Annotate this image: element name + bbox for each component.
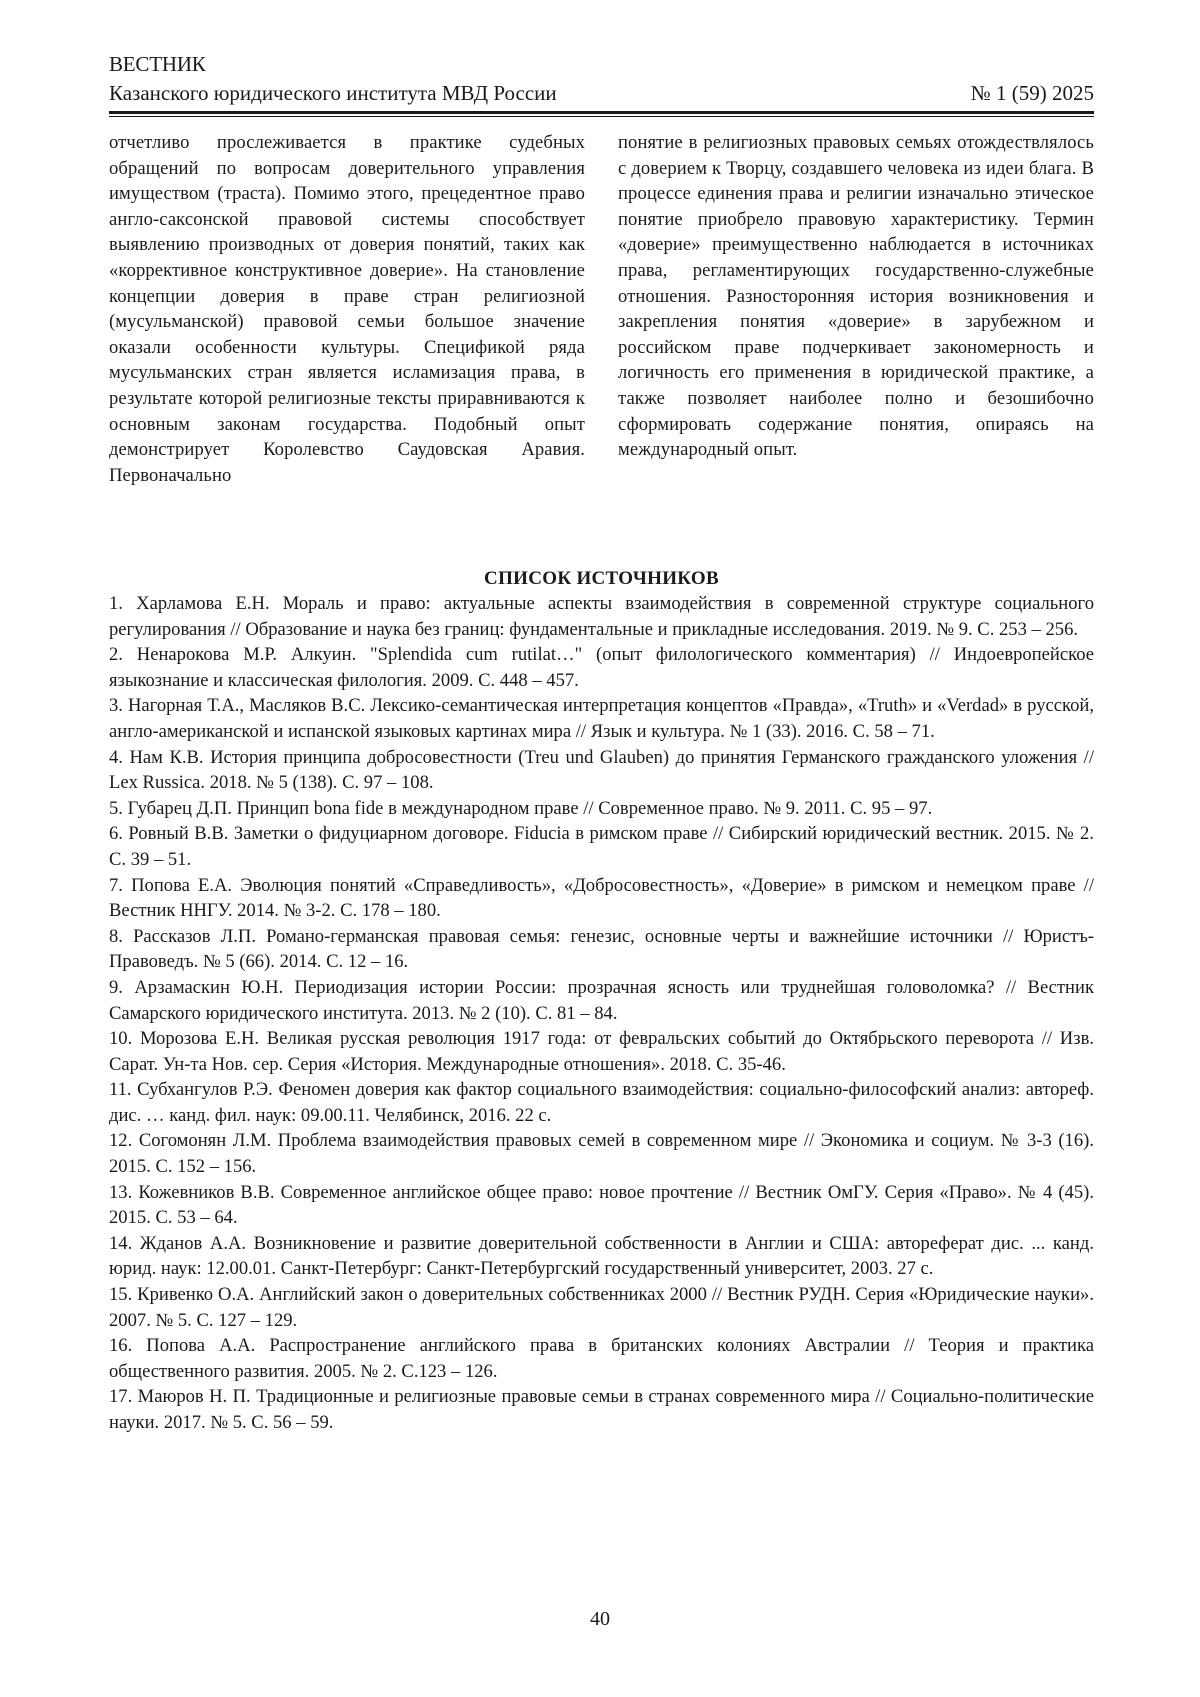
journal-subtitle: Казанского юридического института МВД России: [109, 81, 557, 105]
page-number: 40: [590, 1608, 610, 1630]
reference-item: 4. Нам К.В. История принципа добросовестности (Treu und Glauben) до принятия Германского гражданского уложения // Lex Russica. 2018. № 5 (138). С. 97 – 108.: [109, 746, 1094, 794]
reference-item: 8. Рассказов Л.П. Романо-германская правовая семья: генезис, основные черты и важнейшие источники // Юристъ-Правоведъ. № 5 (66). 2014. С. 12 – 16.: [109, 925, 1094, 973]
issue-number: № 1 (59) 2025: [970, 81, 1094, 105]
reference-item: 12. Согомонян Л.М. Проблема взаимодействия правовых семей в современном мире // Экономика и социум. № 3-3 (16). 2015. С. 152 – 156.: [109, 1130, 1094, 1178]
reference-item: 13. Кожевников В.В. Современное английское общее право: новое прочтение // Вестник ОмГУ. Серия «Право». № 4 (45). 2015. С. 53 – 64.: [109, 1181, 1094, 1229]
reference-item: 3. Нагорная Т.А., Масляков В.С. Лексико-семантическая интерпретация концептов «Правда», «Truth» и «Verdad» в русской, англо-американской и испанской языковых картинах мира // Язык и культура. № 1 (33). 2016. С. 58 – 71.: [109, 695, 1094, 742]
references-list: [109, 591, 1094, 1436]
running-header: [109, 50, 1094, 117]
reference-item: 6. Ровный В.В. Заметки о фидуциарном договоре. Fiducia в римском праве // Сибирский юридический вестник. 2015. № 2. С. 39 – 51.: [109, 823, 1094, 870]
left-column-text: отчетливо прослеживается в практике судебных обращений по вопросам доверительного управления имуществом (траста). Помимо этого, прецедентное право англо-саксонской правовой системы способствует выявлению производных от доверия понятий, таких как «коррективное конструктивное доверие». На становление концепции доверия в праве стран религиозной (мусульманской) правовой семьи большое значение оказали особенности культуры. Спецификой ряда мусульманских стран является исламизация права, в результате которой религиозные тексты приравниваются к основным законам государства. Подобный опыт демонстрирует Королевство Саудовская Аравия. Первоначально: [109, 132, 585, 486]
journal-title: ВЕСТНИК: [109, 52, 206, 76]
reference-item: 14. Жданов А.А. Возникновение и развитие доверительной собственности в Англии и США: автореферат дис. ... канд. юрид. наук: 12.00.01. Санкт-Петербург: Санкт-Петербургский государственный университет, 2003. 27 с.: [109, 1232, 1094, 1280]
references-heading: СПИСОК ИСТОЧНИКОВ: [484, 568, 719, 589]
reference-item: 11. Субхангулов Р.Э. Феномен доверия как фактор социального взаимодействия: социально-философский анализ: автореф. дис. … канд. фил. наук: 09.00.11. Челябинск, 2016. 22 с.: [109, 1079, 1094, 1126]
reference-item: 7. Попова Е.А. Эволюция понятий «Справедливость», «Добросовестность», «Доверие» в римском и немецком праве // Вестник ННГУ. 2014. № 3-2. С. 178 – 180.: [109, 874, 1094, 922]
right-column: [618, 130, 1094, 488]
header-rule-thin: [109, 116, 1094, 117]
reference-item: 16. Попова А.А. Распространение английского права в британских колониях Австралии // Теория и практика общественного развития. 2005. № 2. С.123 – 126.: [109, 1335, 1094, 1382]
right-column-text: понятие в религиозных правовых семьях отождествлялось с доверием к Творцу, создавшего человека из идеи блага. В процессе единения права и религии изначально этическое понятие приобрело правовую характеристику. Термин «доверие» преимущественно наблюдается в источниках права, регламентирующих государственно-служебные отношения. Разносторонняя история возникновения и закрепления понятия «доверие» в зарубежном и российском праве подчеркивает закономерность и логичность его применения в юридической практике, а также позволяет наиболее полно и безошибочно сформировать содержание понятия, опираясь на международный опыт.: [618, 132, 1094, 461]
header-rule-thick: [109, 111, 1094, 114]
body-columns: [109, 130, 1094, 488]
reference-item: 5. Губарец Д.П. Принцип bona fide в международном праве // Современное право. № 9. 2011. С. 95 – 97.: [109, 797, 933, 819]
reference-item: 17. Маюров Н. П. Традиционные и религиозные правовые семьи в странах современного мира // Социально-политические науки. 2017. № 5. С. 56 – 59.: [109, 1386, 1094, 1433]
journal-subtitle-row: [109, 78, 1094, 108]
reference-item: 10. Морозова Е.Н. Великая русская революция 1917 года: от февральских событий до Октябрьского переворота // Изв. Сарат. Ун-та Нов. сер. Серия «История. Международные отношения». 2018. С. 35-46.: [109, 1028, 1094, 1075]
reference-item: 1. Харламова Е.Н. Мораль и право: актуальные аспекты взаимодействия в современной структуре социального регулирования // Образование и наука без границ: фундаментальные и прикладные исследования. 2019. № 9. С. 253 – 256.: [109, 593, 1094, 640]
reference-item: 15. Кривенко О.А. Английский закон о доверительных собственниках 2000 // Вестник РУДН. Серия «Юридические науки». 2007. № 5. С. 127 – 129.: [109, 1284, 1094, 1331]
reference-item: 2. Ненарокова М.Р. Алкуин. "Splendida cum rutilat…" (опыт филологического комментария) // Индоевропейское языкознание и классическая филология. 2009. С. 448 – 457.: [109, 644, 1094, 691]
left-column: [109, 130, 585, 488]
reference-item: 9. Арзамаскин Ю.Н. Периодизация истории России: прозрачная ясность или труднейшая головоломка? // Вестник Самарского юридического института. 2013. № 2 (10). С. 81 – 84.: [109, 976, 1094, 1024]
